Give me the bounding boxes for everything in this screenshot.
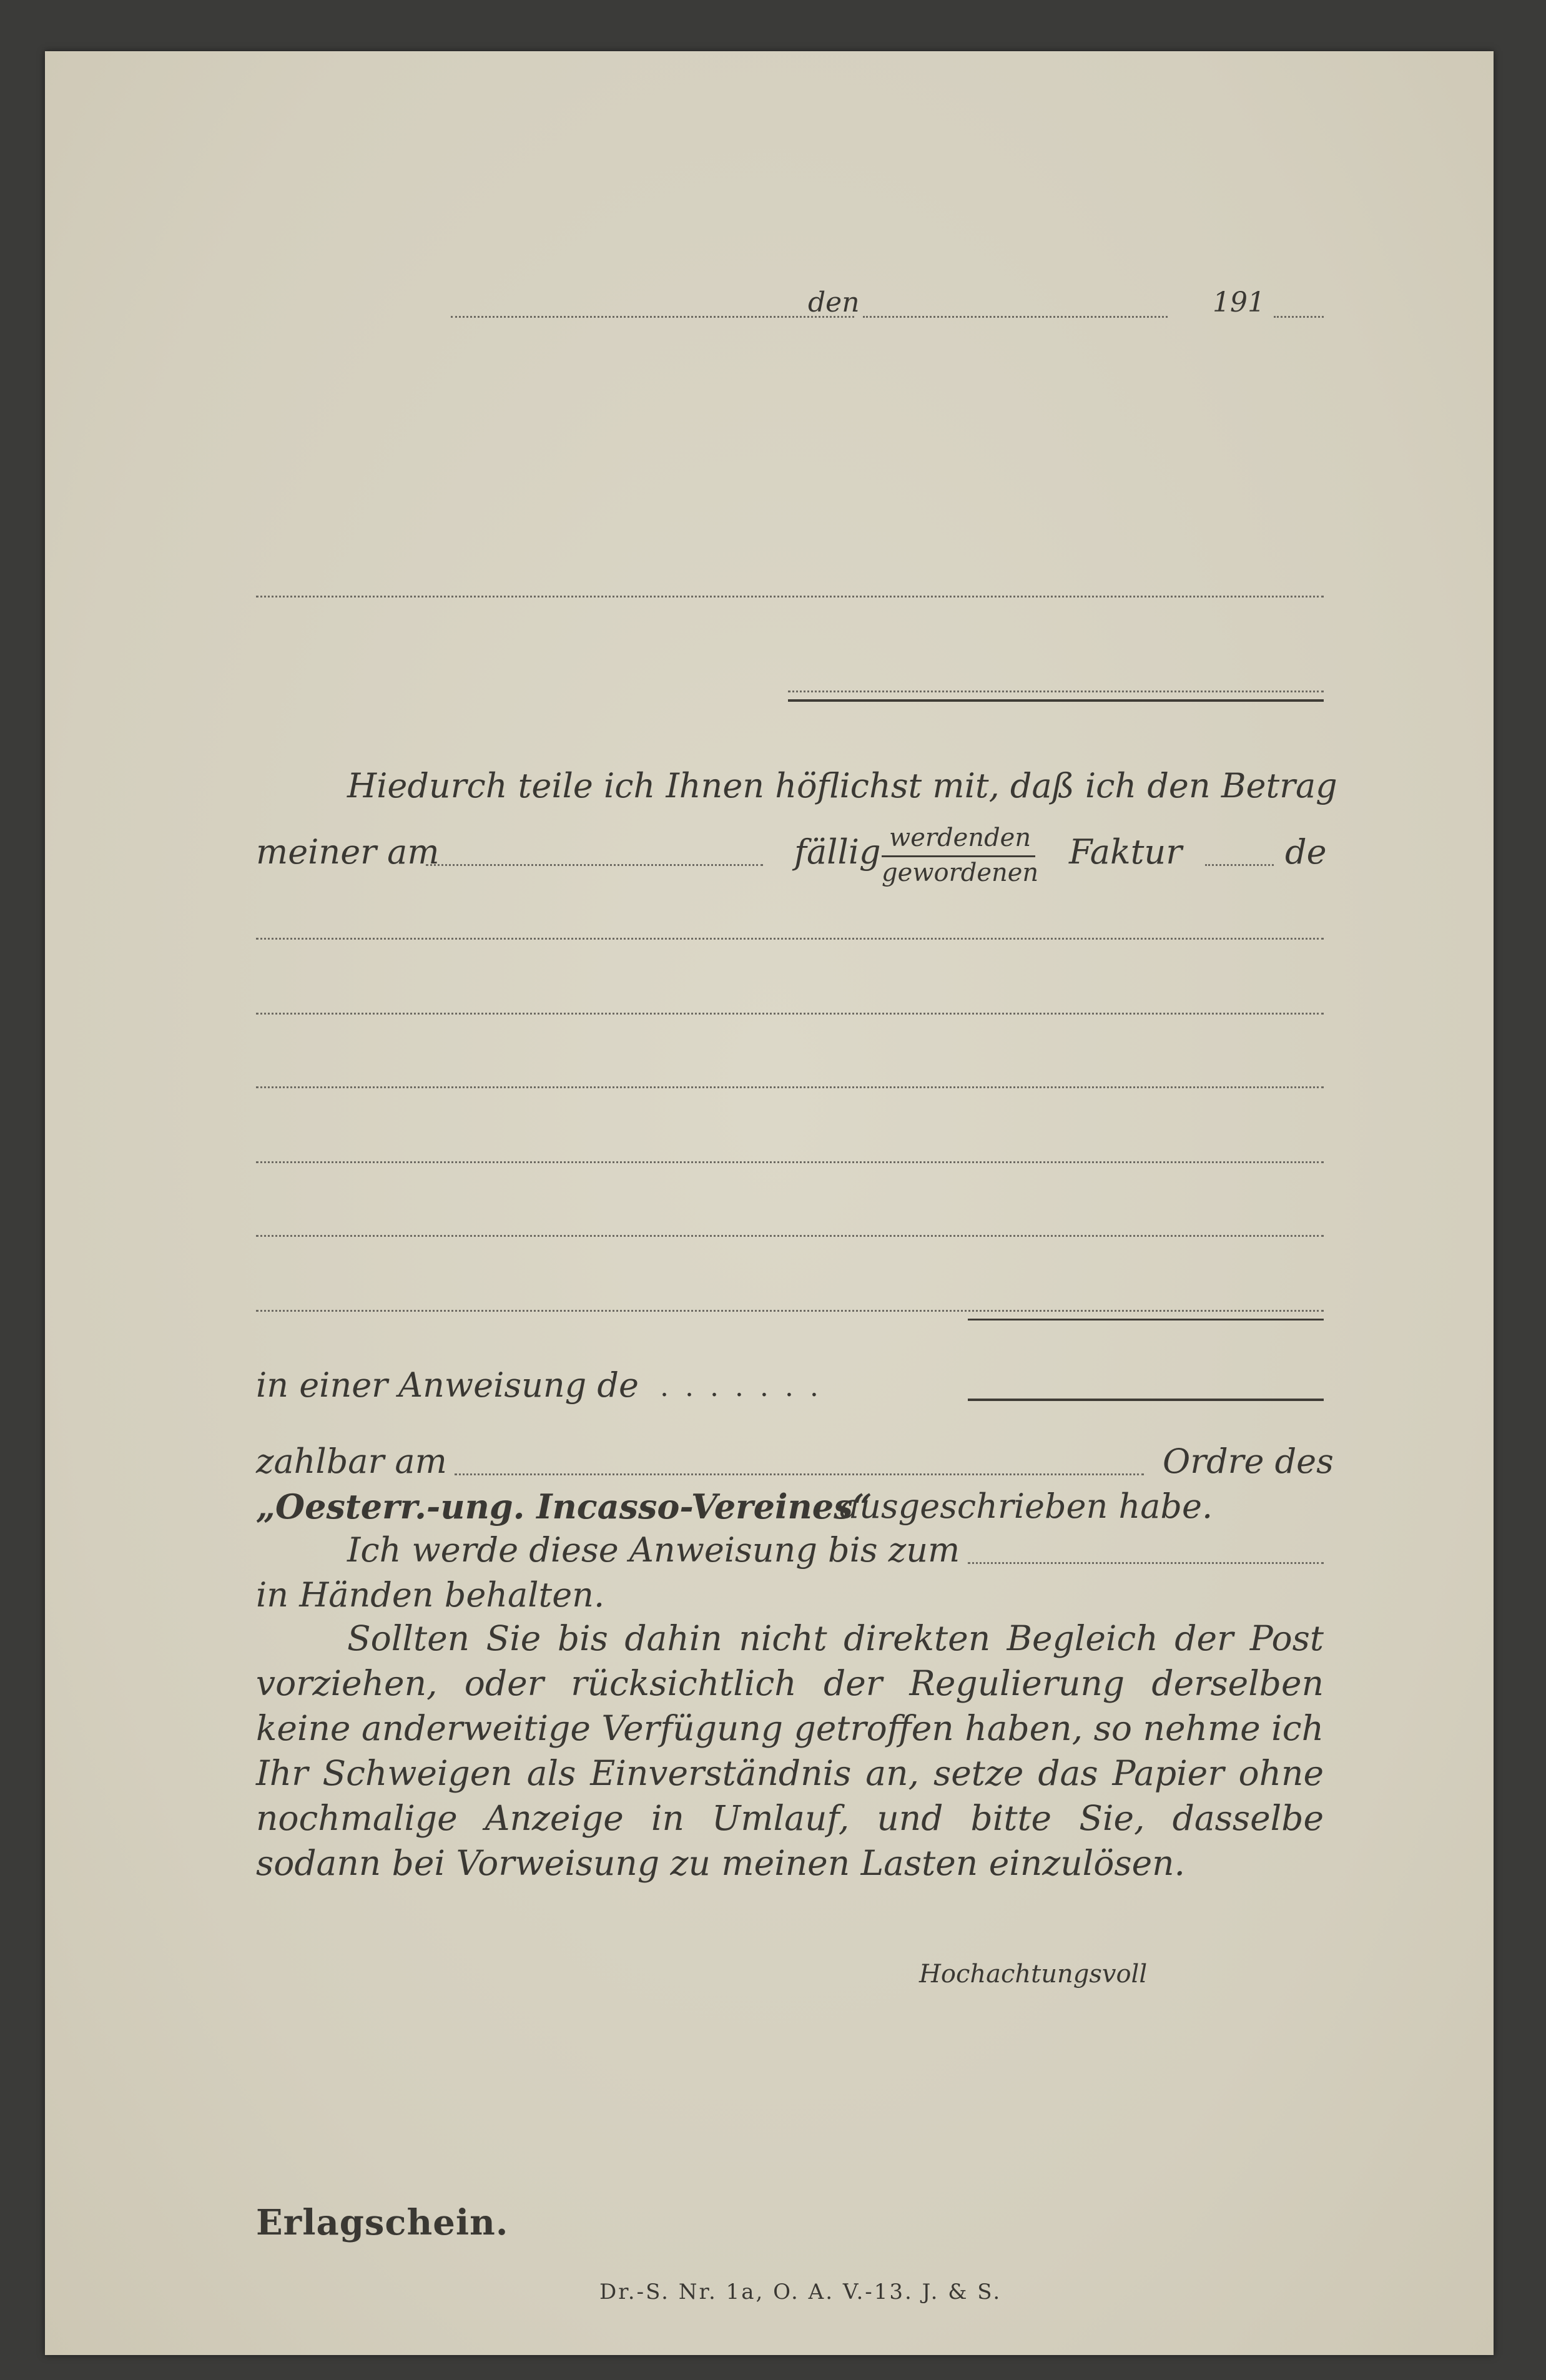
form-sheet xyxy=(45,51,1494,2355)
anweisung-label: in einer Anweisung de xyxy=(256,1365,639,1405)
date-field[interactable] xyxy=(863,316,1168,318)
anweisung-leader: . . . . . . . xyxy=(660,1371,822,1403)
printer-imprint: Dr.-S. Nr. 1a, O. A. V.-13. J. & S. xyxy=(599,2279,1002,2304)
conditions-paragraph: Sollten Sie bis dahin nicht direkten Begleich der Post vorziehen, oder rücksichtlich der Regulierung derselben keine anderweitige Verfügung getroffen haben, so nehme ich Ihr Schweigen als Einverständnis an, setze das Papier ohne nochmalige Anzeige in Umlauf, und bitte Sie, dasselbe sodann bei Vorweisung zu meinen Lasten einzulösen. xyxy=(256,1618,1324,1883)
year-field[interactable] xyxy=(1274,316,1324,318)
ich-werde-text: Ich werde diese Anweisung bis zum xyxy=(347,1530,960,1570)
blank-line-1[interactable] xyxy=(256,938,1324,940)
addressee-underline xyxy=(788,699,1324,702)
verein-name: „Oesterr.-ung. Incasso-Vereines“ xyxy=(256,1487,872,1527)
blank-line-5[interactable] xyxy=(256,1235,1324,1237)
blank-line-6[interactable] xyxy=(256,1310,1324,1312)
payable-date-field[interactable] xyxy=(455,1473,1144,1475)
place-field[interactable] xyxy=(451,316,854,318)
blank-line-3[interactable] xyxy=(256,1086,1324,1088)
fraction-bar xyxy=(882,855,1035,857)
addressee-place-line[interactable] xyxy=(788,691,1324,692)
de-label: de xyxy=(1285,832,1327,872)
gewordenen-option[interactable]: gewordenen xyxy=(882,858,1039,887)
due-date-field[interactable] xyxy=(426,864,763,866)
sum-rule xyxy=(968,1319,1324,1320)
form-title: Erlagschein. xyxy=(256,2202,509,2243)
ausgeschrieben-text: ausgeschrieben habe. xyxy=(839,1487,1213,1526)
ordre-des-label: Ordre des xyxy=(1163,1442,1334,1481)
den-label: den xyxy=(808,287,860,318)
year-prefix: 191 xyxy=(1213,287,1265,318)
hold-until-field[interactable] xyxy=(968,1562,1324,1564)
werdenden-option[interactable]: werdenden xyxy=(889,824,1031,852)
intro-line: Hiedurch teile ich Ihnen höflichst mit, daß ich den Betrag xyxy=(347,766,1337,805)
in-haenden-text: in Händen behalten. xyxy=(256,1575,605,1615)
faellig-label: fällig xyxy=(794,832,881,872)
blank-line-2[interactable] xyxy=(256,1013,1324,1015)
closing-text: Hochachtungsvoll xyxy=(919,1960,1148,1989)
meiner-am-label: meiner am xyxy=(256,832,440,872)
amount-field[interactable] xyxy=(968,1399,1324,1401)
faktur-field[interactable] xyxy=(1205,864,1274,866)
faktur-label: Faktur xyxy=(1069,832,1183,872)
zahlbar-am-label: zahlbar am xyxy=(256,1442,447,1481)
addressee-line[interactable] xyxy=(256,596,1324,597)
blank-line-4[interactable] xyxy=(256,1161,1324,1163)
